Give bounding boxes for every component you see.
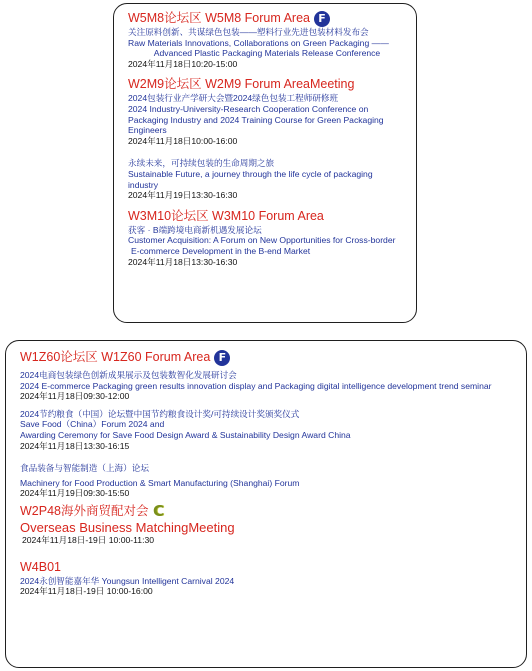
area-title-w5m8: W5M8论坛区 W5M8 Forum Area F xyxy=(128,10,406,27)
event-desc-line: 关注原料创新、共谋绿色包装——塑料行业先进包装材料发布会 xyxy=(128,27,369,37)
c-badge-icon: C xyxy=(152,501,164,520)
event-desc-line: Advanced Plastic Packaging Materials Release Conference xyxy=(153,48,381,59)
event-time: 2024年11月18日-19日 10:00-16:00 xyxy=(20,586,153,597)
event-desc-line: Sustainable Future, a journey through the life cycle of packaging xyxy=(128,168,373,179)
event-desc-line: 2024包装行业产学研大会暨2024绿色包装工程师研修班 xyxy=(128,93,339,104)
forum-card-bottom xyxy=(5,340,527,668)
forum-badge-icon: F xyxy=(314,11,330,27)
event-desc-line: industry xyxy=(128,179,159,190)
event-desc-line: Awarding Ceremony for Save Food Design Award & Sustainability Design Award China xyxy=(20,429,351,440)
event-time: 2024年11月19日13:30-16:30 xyxy=(128,190,238,201)
area-subtitle: Overseas Business MatchingMeeting xyxy=(20,519,235,535)
event-desc-line: 2024节约粮食（中国）论坛暨中国节约粮食设计奖/可持续设计奖颁奖仪式 xyxy=(20,408,300,419)
forum-badge-icon: F xyxy=(214,350,230,366)
event-time: 2024年11月18日-19日 10:00-11:30 xyxy=(22,534,155,545)
event-time: 2024年11月18日10:20-15:00 xyxy=(128,58,238,69)
event-time: 2024年11月18日09:30-12:00 xyxy=(20,391,130,402)
event-time: 2024年11月18日13:30-16:15 xyxy=(20,440,130,451)
event-desc-line: 永续未来，可持续包装的生命周期之旅 xyxy=(128,158,275,169)
event-desc-line: 2024 Industry-University-Research Cooperation Conference on xyxy=(128,103,369,114)
event-desc-line: 2024永创智能嘉年华 Youngsun Intelligent Carnival 2024 xyxy=(20,575,235,586)
area-title-w2m9: W2M9论坛区 W2M9 Forum AreaMeeting xyxy=(128,77,355,92)
event-desc-line: E-commerce Development in the B-end Market xyxy=(131,245,311,256)
event-desc-line: 获客 · B端跨境电商新机遇发展论坛 xyxy=(128,224,262,235)
area-title-w4b01: W4B01 xyxy=(20,559,61,574)
event-desc-line: Packaging Industry and 2024 Training Course for Green Packaging xyxy=(128,114,384,125)
area-title-w3m10: W3M10论坛区 W3M10 Forum Area xyxy=(128,208,324,223)
forum-card-top xyxy=(113,3,417,323)
event-desc-line: 2024 E-commerce Packaging green results innovation display and Packaging digital intelligence development trend seminar xyxy=(20,380,492,391)
event-desc-line: 食品装备与智能制造（上海）论坛 xyxy=(20,463,149,474)
event-desc-line: Machinery for Food Production & Smart Manufacturing (Shanghai) Forum xyxy=(20,477,300,488)
event-time: 2024年11月18日13:30-16:30 xyxy=(128,256,238,267)
event-desc-line: Customer Acquisition: A Forum on New Opportunities for Cross-border xyxy=(128,235,396,246)
area-title-w2p48: W2P48海外商贸配对会 C xyxy=(20,501,164,520)
event-desc-line: 2024电商包装绿色创新成果展示及包装数智化发展研讨会 xyxy=(20,370,237,380)
event-time: 2024年11月19日09:30-15:50 xyxy=(20,488,130,499)
event-desc-line: Save Food（China）Forum 2024 and xyxy=(20,419,165,430)
event-time: 2024年11月18日10:00-16:00 xyxy=(128,135,238,146)
event-desc-line: Raw Materials Innovations, Collaborations on Green Packaging —— xyxy=(128,37,389,48)
event-desc-line: Engineers xyxy=(128,125,167,136)
area-title-w1z60: W1Z60论坛区 W1Z60 Forum Area F xyxy=(20,349,516,366)
